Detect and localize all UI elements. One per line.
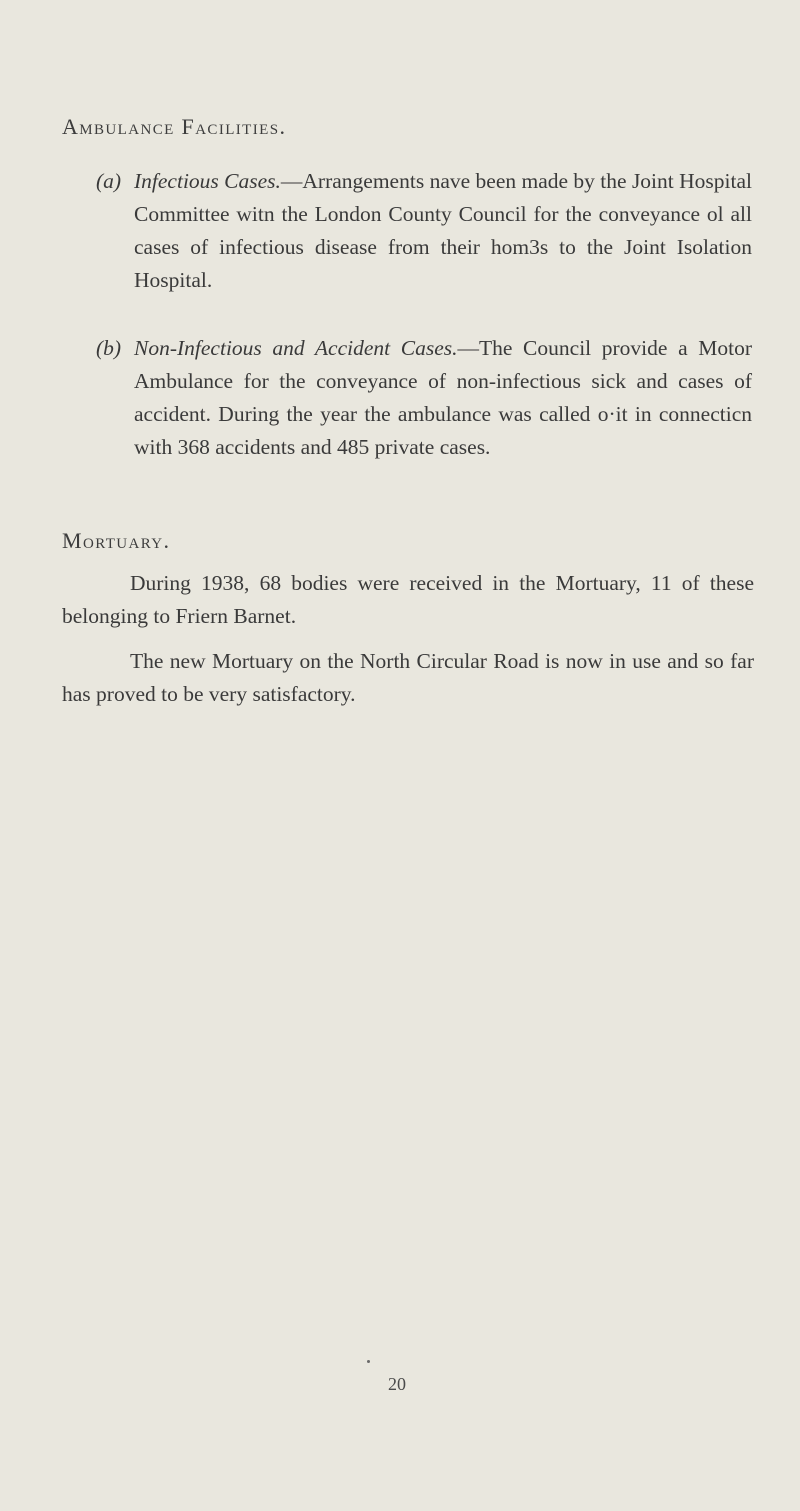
non-infectious-cases-item	[96, 332, 753, 464]
non-infectious-cases-title: Non-Infectious and Accident Cases.	[134, 336, 458, 360]
item-marker-a: (a)	[96, 169, 122, 193]
new-mortuary-paragraph: The new Mortuary on the North Circular Road is now in use and so far has proved to be very satisfactory.	[62, 649, 754, 706]
ambulance-facilities-heading: Ambulance Facilities.	[62, 114, 287, 139]
infectious-cases-title: Infectious Cases.	[134, 169, 281, 193]
infectious-cases-text: —Arrangements nave been made by the Joint Hospital Committee witn the London County Council for the conveyance ol all cases of infectious disease from their hom3s to the Joint Isolation Hospital.	[134, 169, 752, 292]
paper-speck	[367, 1360, 370, 1363]
mortuary-bodies-paragraph: During 1938, 68 bodies were received in the Mortuary, 11 of these belonging to Friern Barnet.	[62, 571, 754, 628]
page-number: 20	[388, 1374, 406, 1394]
non-infectious-cases-text: —The Council provide a Motor Ambulance for the conveyance of non-infectious sick and cases of accident. During the year the ambulance was called o·it in connecticn with 368 accidents and 485 private cases.	[134, 336, 753, 459]
item-marker-b: (b)	[96, 336, 122, 360]
infectious-cases-item	[96, 165, 752, 297]
mortuary-heading: Mortuary.	[62, 528, 171, 553]
